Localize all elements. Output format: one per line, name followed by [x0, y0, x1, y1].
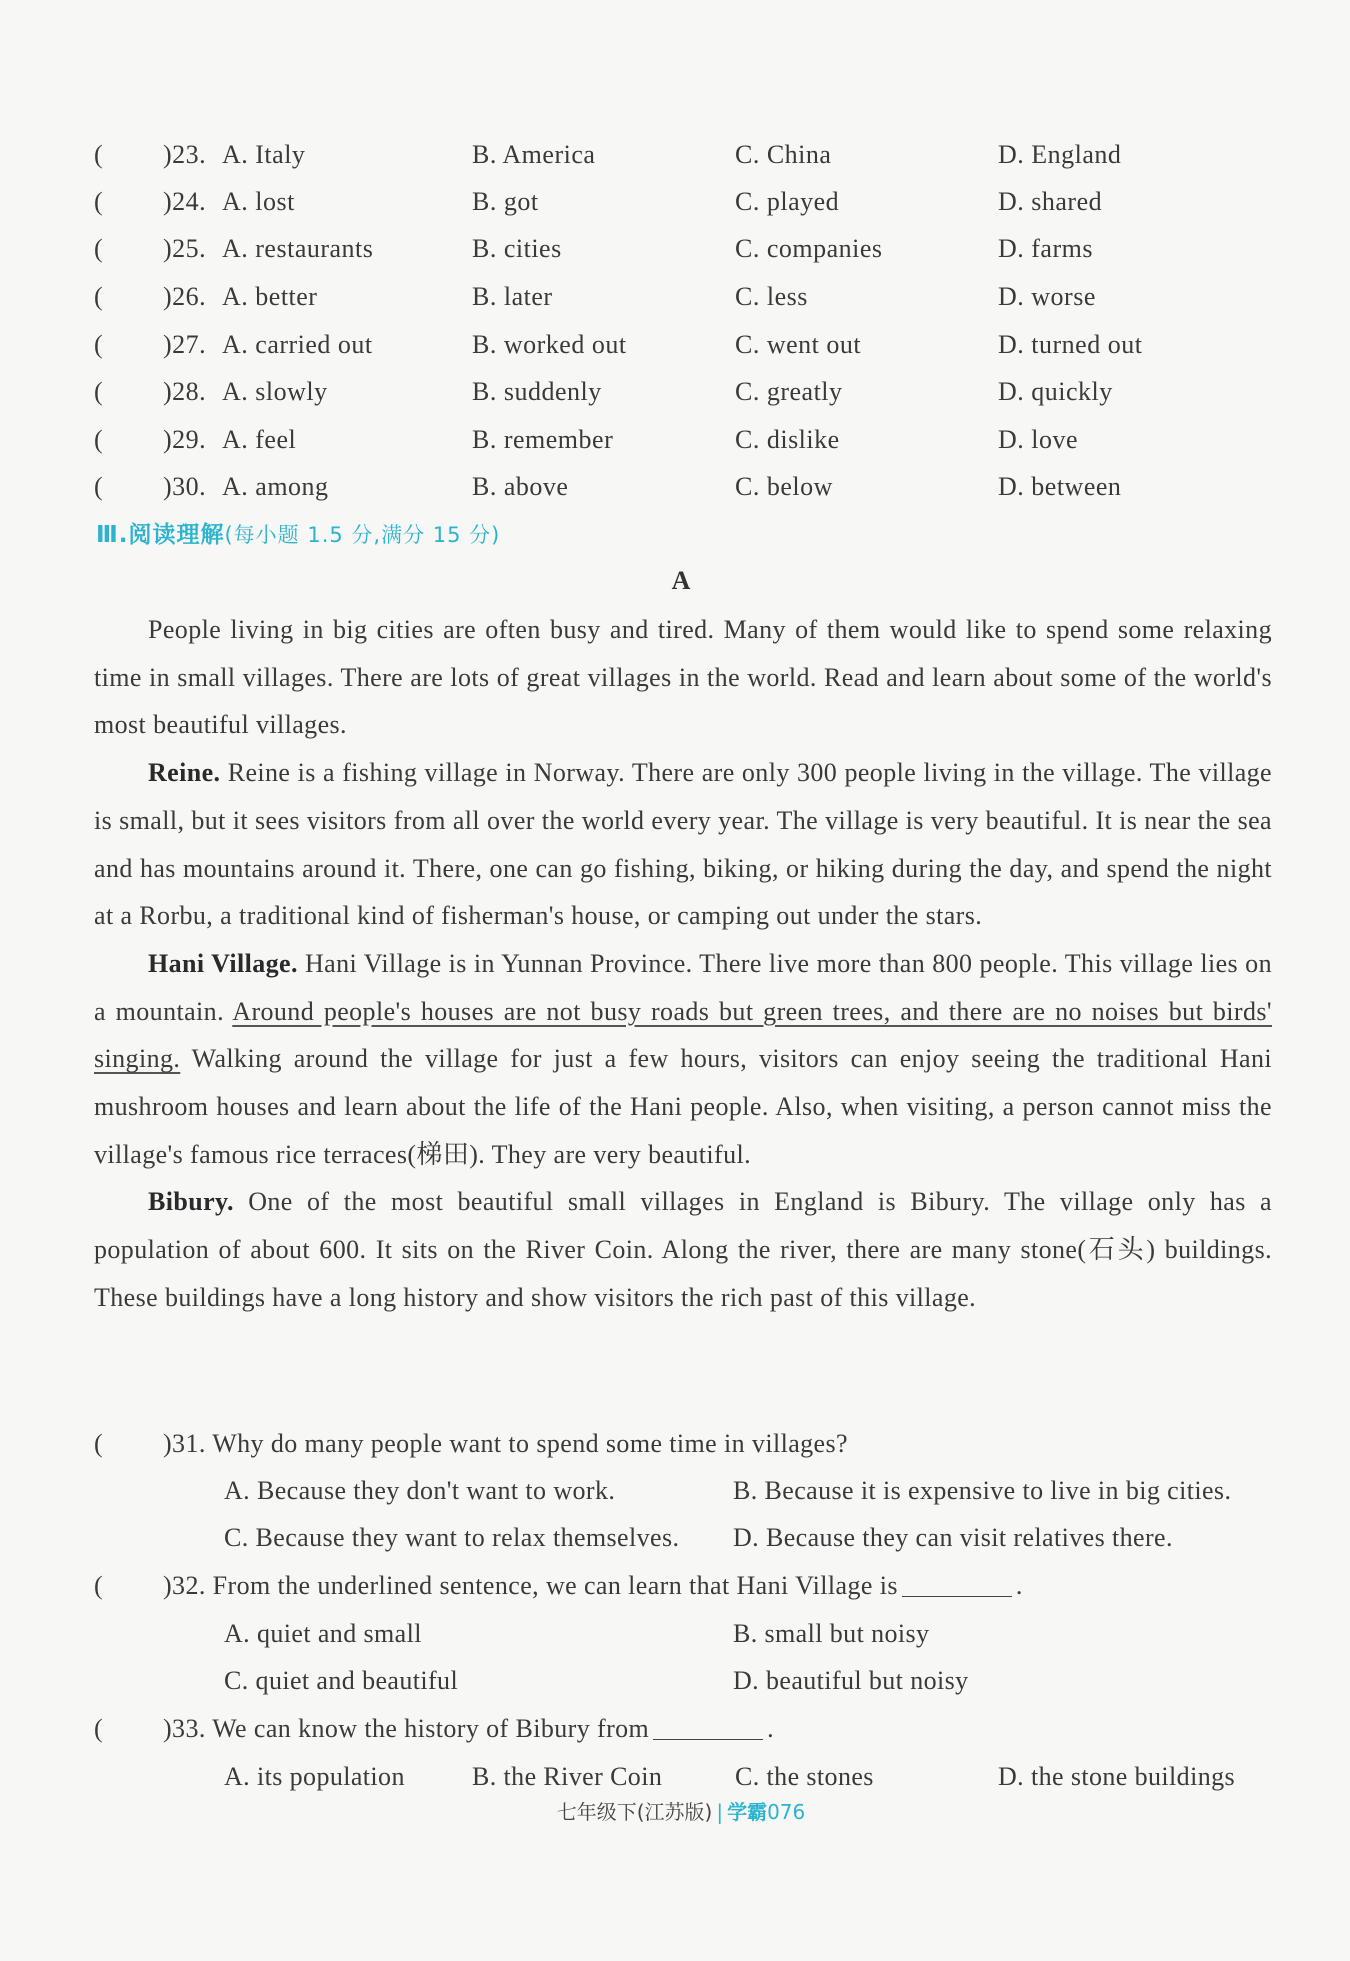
question-number: )25.	[163, 234, 207, 263]
option-a: A. slowly	[222, 377, 328, 406]
footer-brand: 学霸	[727, 1800, 768, 1824]
reine-text: Reine is a fishing village in Norway. There are only 300 people living in the village. The village is small, but it sees visitors from all over the world every year. The village is very beautiful. It is near the sea and has mountains around it. There, one can go fishing, biking, or hiking during the day, and spend the night at a Rorbu, a traditional kind of fisherman's house, or camping out under the stars.	[94, 758, 1272, 931]
q32-option-a: A. quiet and small	[224, 1619, 422, 1648]
mc-question-26	[0, 277, 1350, 317]
mc-question-24	[0, 182, 1350, 222]
option-c: C. dislike	[735, 425, 840, 454]
bibury-label: Bibury.	[148, 1187, 234, 1217]
mc-question-27	[0, 325, 1350, 365]
section-title: Ⅲ.阅读理解	[96, 522, 225, 548]
stem-end: .	[1015, 1571, 1023, 1600]
option-b: B. got	[472, 187, 539, 216]
hani-label: Hani Village.	[148, 948, 298, 978]
option-d: D. between	[998, 472, 1122, 501]
answer-paren: (	[94, 425, 104, 454]
mc-question-29	[0, 420, 1350, 460]
passage-intro: People living in big cities are often busy and tired. Many of them would like to spend some relaxing time in small villages. There are lots of great villages in the world. Read and learn about some of the world's most beautiful villages.	[94, 615, 1272, 740]
reading-passage	[94, 606, 1272, 1322]
passage-title: A	[671, 566, 691, 595]
underlined-sentence: Around people's houses are not busy roads but green trees, and there are no noises but birds' singing.	[94, 996, 1272, 1074]
question-number: )26.	[163, 282, 207, 311]
option-c: C. went out	[735, 330, 862, 359]
option-b: B. remember	[472, 425, 614, 454]
question-number: )28.	[163, 377, 207, 406]
option-d: D. shared	[998, 187, 1103, 216]
answer-paren: (	[94, 1714, 104, 1743]
bibury-text: One of the most beautiful small villages in England is Bibury. The village only has a population of about 600. It sits on the River Coin. Along the river, there are many stone(石头) buildings. These buildings have a long history and show visitors the rich past of this village.	[94, 1187, 1272, 1312]
mc-question-25	[0, 229, 1350, 269]
q31-option-b: B. Because it is expensive to live in big cities.	[733, 1476, 1232, 1505]
answer-paren: (	[94, 472, 104, 501]
answer-paren: (	[94, 377, 104, 406]
q31-option-c: C. Because they want to relax themselves.	[224, 1523, 680, 1552]
option-b: B. above	[472, 472, 569, 501]
question-number: )23.	[163, 140, 207, 169]
option-a: A. Italy	[222, 140, 306, 169]
option-b: B. America	[472, 140, 596, 169]
option-a: A. restaurants	[222, 234, 374, 263]
question-stem: )32. From the underlined sentence, we can learn that Hani Village is	[163, 1571, 898, 1600]
question-number: )24.	[163, 187, 207, 216]
option-b: B. cities	[472, 234, 562, 263]
question-number: )27.	[163, 330, 207, 359]
option-d: D. worse	[998, 282, 1096, 311]
q32-option-c: C. quiet and beautiful	[224, 1666, 459, 1695]
stem-end: .	[767, 1714, 775, 1743]
question-stem-wrap	[163, 1709, 774, 1749]
q31-option-d: D. Because they can visit relatives there.	[733, 1523, 1173, 1552]
question-number: )29.	[163, 425, 207, 454]
option-c: C. greatly	[735, 377, 843, 406]
option-d: D. love	[998, 425, 1079, 454]
footer-grade: 七年级下(江苏版)	[556, 1800, 713, 1824]
option-a: A. better	[222, 282, 318, 311]
question-stem-wrap	[163, 1566, 1023, 1606]
page-number: 076	[767, 1800, 806, 1824]
answer-paren: (	[94, 234, 104, 263]
hani-text-start: Hani Village is in Yunnan Province. There live more than 800 people. This village lies on a mountain.	[94, 948, 1272, 1026]
q32-option-d: D. beautiful but noisy	[733, 1666, 969, 1695]
reine-label: Reine.	[148, 758, 221, 788]
option-a: A. carried out	[222, 330, 373, 359]
q33-option-a: A. its population	[224, 1762, 405, 1791]
q33-option-b: B. the River Coin	[472, 1762, 663, 1791]
answer-blank	[653, 1711, 763, 1740]
answer-paren: (	[94, 282, 104, 311]
footer-separator: |	[716, 1800, 724, 1824]
mc-question-23	[0, 135, 1350, 175]
answer-paren: (	[94, 330, 104, 359]
option-a: A. feel	[222, 425, 297, 454]
q33-option-d: D. the stone buildings	[998, 1762, 1236, 1791]
mc-question-30	[0, 467, 1350, 507]
question-stem: )33. We can know the history of Bibury from	[163, 1714, 650, 1743]
option-d: D. turned out	[998, 330, 1143, 359]
section-heading	[96, 516, 500, 549]
page-footer	[0, 1796, 1350, 1825]
option-b: B. worked out	[472, 330, 627, 359]
section-subtitle: (每小题 1.5 分,满分 15 分)	[224, 523, 501, 547]
option-c: C. companies	[735, 234, 883, 263]
answer-paren: (	[94, 1571, 104, 1600]
option-c: C. below	[735, 472, 833, 501]
paragraph-hani	[94, 940, 1272, 1179]
option-a: A. among	[222, 472, 329, 501]
option-d: D. quickly	[998, 377, 1113, 406]
option-c: C. less	[735, 282, 808, 311]
option-b: B. later	[472, 282, 553, 311]
q33-option-c: C. the stones	[735, 1762, 874, 1791]
paragraph-bibury	[94, 1178, 1272, 1321]
answer-paren: (	[94, 1429, 104, 1458]
q32-option-b: B. small but noisy	[733, 1619, 930, 1648]
mc-question-28	[0, 372, 1350, 412]
answer-paren: (	[94, 140, 104, 169]
answer-paren: (	[94, 187, 104, 216]
paragraph-reine	[94, 749, 1272, 940]
option-c: C. played	[735, 187, 840, 216]
q31-option-a: A. Because they don't want to work.	[224, 1476, 616, 1505]
option-a: A. lost	[222, 187, 295, 216]
hani-text-end: Walking around the village for just a few hours, visitors can enjoy seeing the traditional Hani mushroom houses and learn about the life of the Hani people. Also, when visiting, a person cannot miss the village's famous rice terraces(梯田). They are very beautiful.	[94, 1044, 1272, 1169]
question-stem: )31. Why do many people want to spend some time in villages?	[163, 1429, 848, 1458]
option-c: C. China	[735, 140, 832, 169]
option-d: D. farms	[998, 234, 1093, 263]
question-number: )30.	[163, 472, 207, 501]
option-d: D. England	[998, 140, 1122, 169]
answer-blank	[902, 1568, 1012, 1597]
option-b: B. suddenly	[472, 377, 602, 406]
